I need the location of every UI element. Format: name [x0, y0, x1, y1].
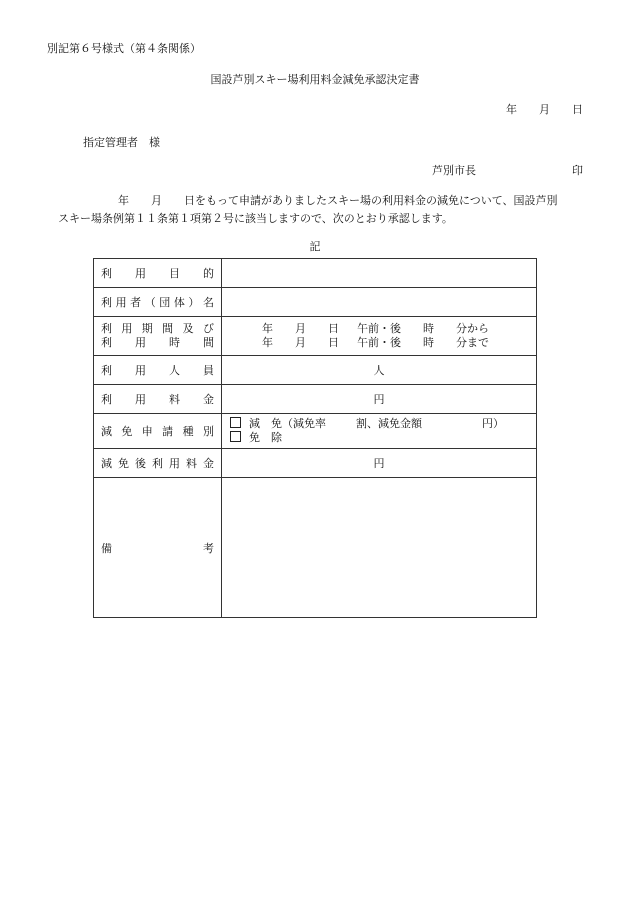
- issuer-name: 芦別市長: [432, 164, 476, 177]
- date-year: 年: [506, 103, 517, 116]
- after-field[interactable]: 円: [222, 449, 537, 478]
- row-user: [94, 288, 537, 317]
- people-label: [94, 356, 222, 385]
- reduce-checkbox[interactable]: [230, 417, 241, 428]
- exempt-checkbox[interactable]: [230, 431, 241, 442]
- period-from: [262, 322, 536, 336]
- rate-text: 割、減免金額: [356, 417, 422, 430]
- body-month: 月: [151, 194, 162, 207]
- from-minute: 分から: [456, 322, 489, 335]
- remarks-label: [94, 478, 222, 618]
- row-people: [94, 356, 537, 385]
- fee-field[interactable]: 円: [222, 385, 537, 414]
- addressee: 指定管理者 様: [83, 136, 160, 149]
- seal-mark: 印: [572, 164, 583, 177]
- people-field[interactable]: 人: [222, 356, 537, 385]
- form-number: 別記第６号様式（第４条関係）: [47, 42, 201, 55]
- label-text: 利 用 料 金: [101, 393, 214, 406]
- body-year: 年: [118, 194, 129, 207]
- row-type: [94, 414, 537, 449]
- to-year: 年: [262, 336, 273, 349]
- row-period: [94, 317, 537, 356]
- purpose-label: [94, 259, 222, 288]
- label-text: 利 用 目 的: [101, 267, 214, 280]
- period-label: [94, 317, 222, 356]
- from-month: 月: [295, 322, 306, 335]
- from-year: 年: [262, 322, 273, 335]
- label-text: 利 用 時 間: [101, 336, 214, 349]
- date-day: 日: [572, 103, 583, 116]
- label-text: 利 用 期 間 及 び: [101, 322, 214, 335]
- date-month: 月: [539, 103, 550, 116]
- label-text: 減 免 後 利 用 料 金: [101, 457, 214, 470]
- decision-table: [93, 258, 537, 618]
- period-to: [262, 336, 536, 350]
- row-purpose: [94, 259, 537, 288]
- row-after: [94, 449, 537, 478]
- body-line-1: [58, 192, 588, 210]
- remarks-left: 備: [101, 541, 112, 555]
- label-text: 利 用 者 （ 団 体 ） 名: [101, 296, 214, 309]
- after-label: [94, 449, 222, 478]
- purpose-field[interactable]: [222, 259, 537, 288]
- from-hour: 時: [423, 322, 434, 335]
- user-label: [94, 288, 222, 317]
- fee-label: [94, 385, 222, 414]
- row-remarks: [94, 478, 537, 618]
- type-field: [222, 414, 537, 449]
- date-line: [506, 101, 583, 117]
- user-field[interactable]: [222, 288, 537, 317]
- to-hour: 時: [423, 336, 434, 349]
- reduce-text: 減 免（減免率: [249, 417, 326, 430]
- remarks-right: 考: [203, 541, 214, 555]
- to-minute: 分まで: [456, 336, 489, 349]
- from-ampm: 午前・後: [357, 322, 401, 335]
- note-heading: 記: [309, 240, 321, 253]
- from-day: 日: [328, 322, 339, 335]
- body-line-1-text: 日をもって申請がありましたスキー場の利用料金の減免について、国設芦別: [184, 194, 558, 207]
- type-label: [94, 414, 222, 449]
- remarks-field[interactable]: [222, 478, 537, 618]
- period-field[interactable]: [222, 317, 537, 356]
- label-text: 減 免 申 請 種 別: [101, 425, 214, 438]
- option-reduce: [230, 417, 536, 431]
- row-fee: [94, 385, 537, 414]
- to-month: 月: [295, 336, 306, 349]
- exempt-text: 免 除: [249, 431, 282, 444]
- yen-text: 円）: [482, 417, 504, 430]
- option-exempt: [230, 431, 536, 445]
- to-day: 日: [328, 336, 339, 349]
- to-ampm: 午前・後: [357, 336, 401, 349]
- document-title: 国設芦別スキー場利用料金減免承認決定書: [210, 73, 420, 86]
- body-text: [58, 192, 588, 228]
- label-text: 利 用 人 員: [101, 364, 214, 377]
- body-line-2: スキー場条例第１１条第１項第２号に該当しますので、次のとおり承認します。: [58, 212, 453, 225]
